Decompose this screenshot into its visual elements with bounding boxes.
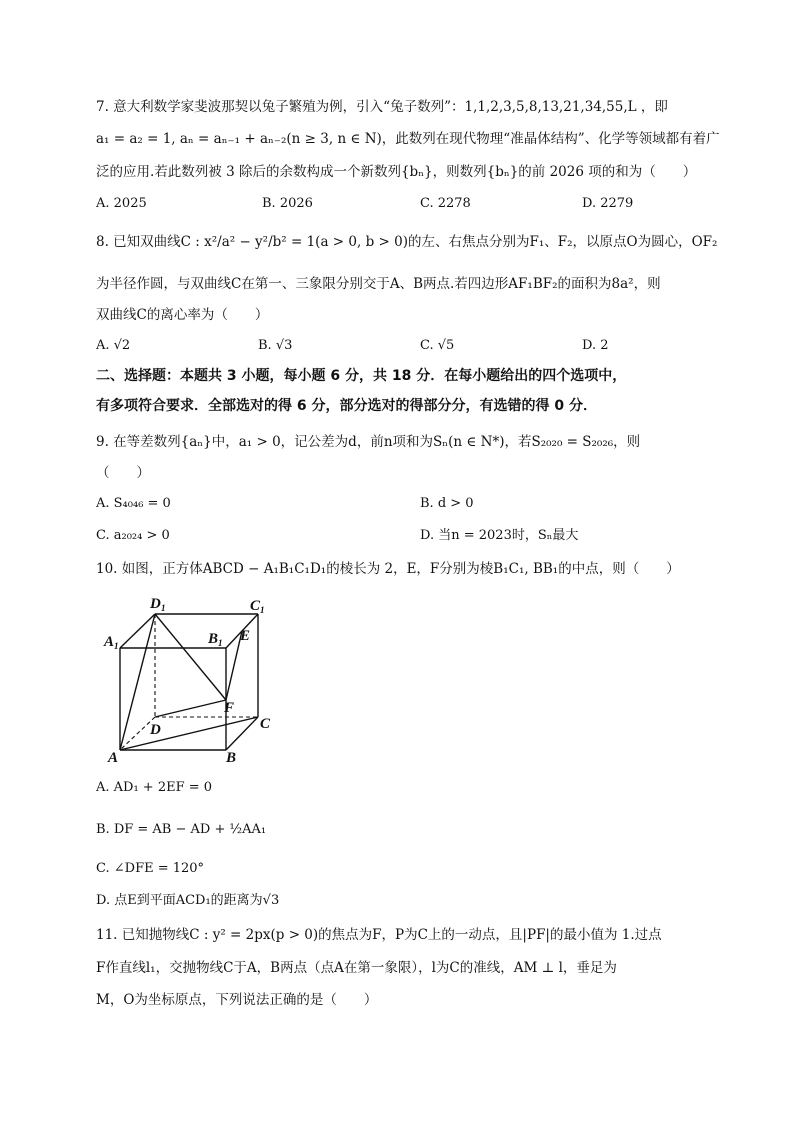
label-a1: A xyxy=(104,634,115,650)
q10-option-a: A. AD₁ + 2EF = 0 xyxy=(96,780,213,795)
q11-line-2: F作直线l₁，交抛物线C于A，B两点（点A在第一象限），l为C的准线，AM ⊥ l，垂足为 xyxy=(96,960,617,976)
q9-option-a: A. S₄₀₄₆ = 0 xyxy=(96,496,171,511)
q9-option-b: B. d > 0 xyxy=(420,496,474,511)
label-d1-sub: 1 xyxy=(161,603,166,613)
label-d1: D xyxy=(150,596,161,612)
label-f: F xyxy=(224,700,235,716)
q7-line-2: a₁ = a₂ = 1, aₙ = aₙ₋₁ + aₙ₋₂(n ≥ 3, n ∈ N)，此数列在现代物理“准晶体结构”、化学等领域都有着广 xyxy=(96,131,720,147)
section-2-heading-line-2: 有多项符合要求．全部选对的得 6 分，部分选对的得部分分，有选错的得 0 分． xyxy=(96,398,597,414)
q7-option-d: D. 2279 xyxy=(582,196,634,211)
q7-option-c: C. 2278 xyxy=(420,196,471,211)
section-2-heading-line-1: 二、选择题：本题共 3 小题，每小题 6 分，共 18 分．在每小题给出的四个选项中， xyxy=(96,368,627,384)
q8-line-3: 双曲线C的离心率为（ ） xyxy=(96,307,269,323)
label-b1: B xyxy=(208,631,219,647)
q8-option-b: B. √3 xyxy=(258,338,293,353)
label-c1-sub: 1 xyxy=(260,605,265,615)
q9-line-2: （ ） xyxy=(96,465,150,481)
line-ac xyxy=(120,717,258,750)
q10-line-1: 10. 如图，正方体ABCD − A₁B₁C₁D₁的棱长为 2，E，F分别为棱B₁C₁, BB₁的中点，则（ ） xyxy=(96,561,680,577)
q7-option-b: B. 2026 xyxy=(262,196,313,211)
label-c: C xyxy=(260,716,271,732)
q11-line-1: 11. 已知抛物线C : y² = 2px(p > 0)的焦点为F，P为C上的一动点，且|PF|的最小值为 1.过点 xyxy=(96,927,662,943)
q10-option-d: D. 点E到平面ACD₁的距离为√3 xyxy=(96,893,280,908)
q8-line-2: 为半径作圆，与双曲线C在第一、三象限分别交于A、B两点.若四边形AF₁BF₂的面积为8a²，则 xyxy=(96,276,661,292)
q9-option-c: C. a₂₀₂₄ > 0 xyxy=(96,528,170,543)
edge-cb xyxy=(226,717,258,750)
label-b: B xyxy=(226,750,237,764)
q10-option-c: C. ∠DFE = 120° xyxy=(96,861,205,876)
q8-option-d: D. 2 xyxy=(582,338,609,353)
label-a1-sub: 1 xyxy=(114,641,119,651)
q8-line-1: 8. 已知双曲线C : x²/a² − y²/b² = 1(a > 0, b > 0)的左、右焦点分别为F₁、F₂，以原点O为圆心，OF₂ xyxy=(96,234,718,250)
line-df xyxy=(155,700,226,717)
q9-option-d: D. 当n = 2023时，Sₙ最大 xyxy=(420,528,579,543)
q8-option-c: C. √5 xyxy=(420,338,455,353)
q7-line-1: 7. 意大利数学家斐波那契以兔子繁殖为例，引入“兔子数列”：1,1,2,3,5,8,13,21,34,55,L ，即 xyxy=(96,99,668,115)
q7-option-a: A. 2025 xyxy=(96,196,147,211)
label-c1: C xyxy=(250,598,261,614)
edge-a1d1 xyxy=(120,614,155,648)
label-d: D xyxy=(150,722,161,738)
cube-figure xyxy=(100,592,280,764)
label-e: E xyxy=(240,628,251,644)
label-b1-sub: 1 xyxy=(218,638,223,648)
q10-option-b: B. DF = AB − AD + ½AA₁ xyxy=(96,822,267,837)
q7-line-3: 泛的应用.若此数列被 3 除后的余数构成一个新数列{bₙ}，则数列{bₙ}的前 2026 项的和为（ ） xyxy=(96,164,697,180)
label-a: A xyxy=(108,750,119,764)
line-d1f xyxy=(155,614,226,700)
q9-line-1: 9. 在等差数列{aₙ}中，a₁ > 0，记公差为d，前n项和为Sₙ(n ∈ N*)，若S₂₀₂₀ = S₂₀₂₆，则 xyxy=(96,434,641,450)
q11-line-3: M，O为坐标原点，下列说法正确的是（ ） xyxy=(96,992,378,1008)
q8-option-a: A. √2 xyxy=(96,338,131,353)
